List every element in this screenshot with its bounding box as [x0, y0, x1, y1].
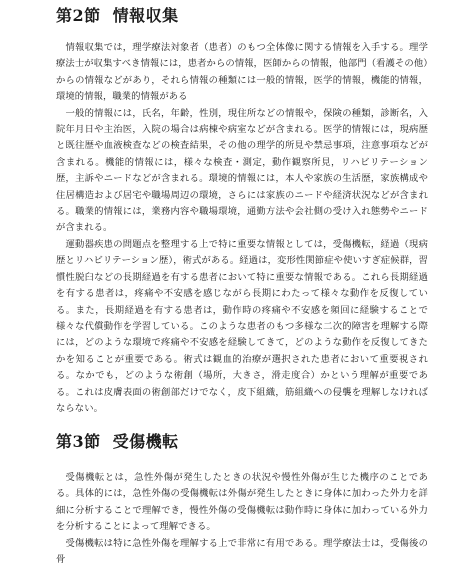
section-title: 情報収集	[112, 6, 179, 25]
paragraph: 情報収集では，理学療法対象者（患者）のもつ全体像に関する情報を入手する。理学療法士が収集すべき情報には，患者からの情報，医師からの情報，他部門（看護その他）からの情報などがあり，それら情報の種類には一般的情報，医学的情報，機能的情報，環境的情報，職業的情報がある	[56, 42, 428, 103]
paragraph: 運動器疾患の問題点を整理する上で特に重要な情報としては，受傷機転，経過（現病歴とリハビリテーション歴），術式がある。経過は，変形性関節症や使いすぎ症候群，習慣性脱臼などの長期経過を有する患者において特に重要な情報である。これら長期経過を有する患者は，疼痛や不安感を感じながら長期にわたって様々な動作を反復している。また，長期経過を有する患者は，動作時の疼痛や不安感を頻回に経験することで様々な代償動作を学習している。このような患者のもつ多様な二次的障害を理解する際には，どのような環境で疼痛や不安感を経験してきて，どのような動作を反復してきたかを知ることが重要である。術式は観血的治療が選択された患者において重要視される。なかでも，どのような術創（場所，大きさ，滑走度合）かという理解が重要である。これは皮膚表面の術創部だけでなく，皮下組織，筋組織への侵襲を理解しなければならない。	[56, 238, 428, 414]
section-heading	[56, 432, 428, 452]
section-number: 第3節	[56, 432, 101, 451]
paragraph: 受傷機転とは，急性外傷が発生したときの状況や慢性外傷が生じた機序のことである。具体的には，急性外傷の受傷機転は外傷が発生したときに身体に加わった外力を詳細に分析することで理解でき，慢性外傷の受傷機転は動作時に身体に加わっている外力を分析することによって理解できる。	[56, 472, 428, 533]
section-title: 受傷機転	[112, 432, 179, 451]
section-heading	[56, 6, 428, 26]
section-information-gathering	[56, 6, 428, 417]
paragraph: 受傷機転は特に急性外傷を理解する上で非常に有用である。理学療法士は，受傷後の骨	[56, 537, 428, 566]
paragraph: 一般的情報には，氏名，年齢，性別，現住所などの情報や，保険の種類，診断名，入院年月日や主治医，入院の場合は病棟や病室などが含まれる。医学的情報には，現病歴と既往歴や血液検査などの検査結果，その他の理学的所見や禁忌事項，注意事項などが含まれる。機能的情報には，様々な検査・測定，動作観察所見，リハビリテーション歴，主訴やニードなどが含まれる。環境的情報には，本人や家族の生活歴，家族構成や住居構造および居宅や職場周辺の環境，さらには家族のニードや経済状況などが含まれる。職業的情報には，業務内容や職場環境，通勤方法や会社側の受け入れ態勢やニードが含まれる。	[56, 107, 428, 234]
section-injury-mechanism	[56, 432, 428, 568]
section-number: 第2節	[56, 6, 101, 25]
section-body	[56, 470, 428, 568]
section-body	[56, 40, 428, 417]
